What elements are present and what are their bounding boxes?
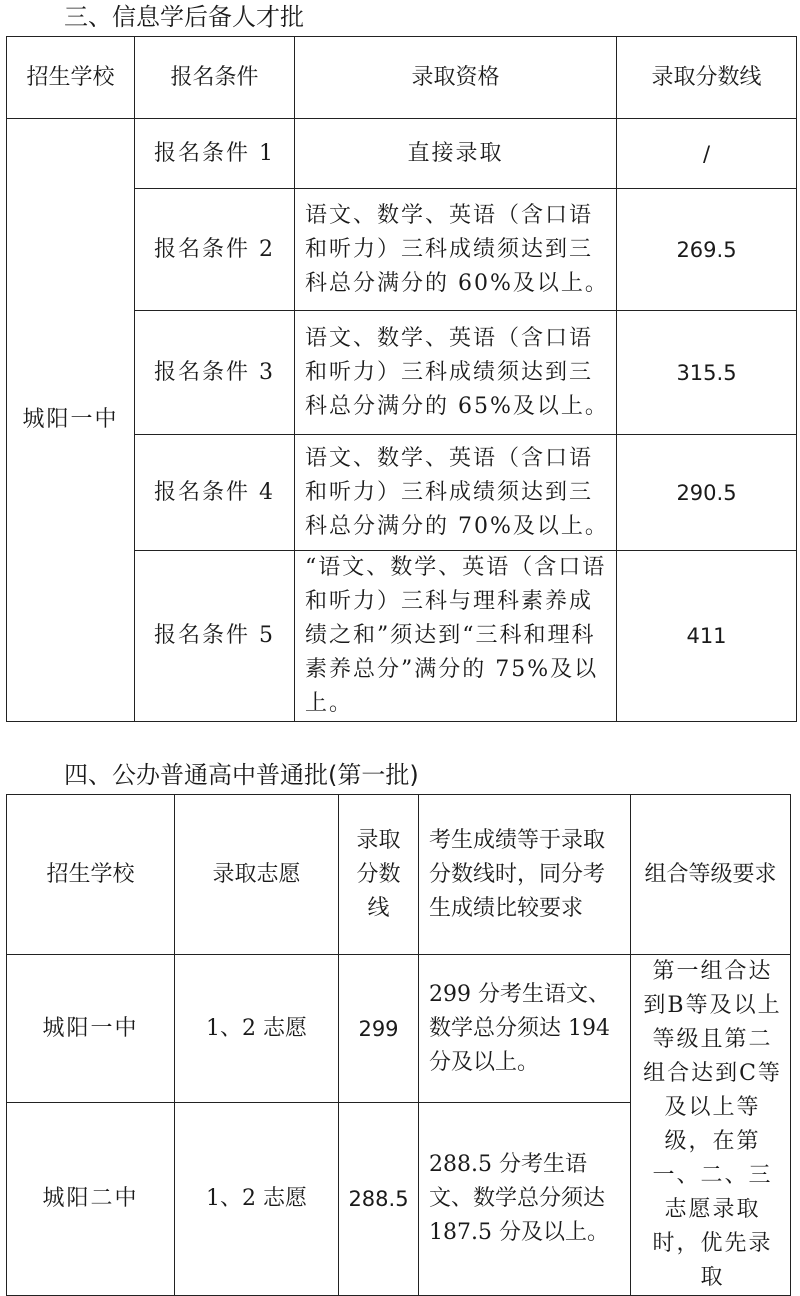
header-tie-rule: 考生成绩等于录取分数线时，同分考生成绩比较要求 [419, 795, 631, 955]
school-cell: 城阳二中 [7, 1103, 175, 1296]
combo-requirement-cell: 第一组合达到B等及以上等级且第二组合达到C等及以上等级，在第一、二、三志愿录取时，优先录取 [631, 955, 791, 1296]
general-batch-table [6, 794, 791, 1296]
header-combo: 组合等级要求 [631, 795, 791, 955]
section-3-title: 三、信息学后备人才批 [64, 3, 304, 31]
section-4-title: 四、公办普通高中普通批(第一批) [64, 761, 419, 789]
table-header-row [7, 795, 791, 955]
qualification-cell: 直接录取 [295, 119, 617, 189]
condition-cell: 报名条件 5 [135, 551, 295, 722]
school-cell: 城阳一中 [7, 119, 135, 722]
talent-batch-table [6, 36, 797, 722]
table-header-row [7, 37, 797, 119]
score-cell: 315.5 [617, 311, 797, 435]
school-cell: 城阳一中 [7, 955, 175, 1103]
qualification-cell: 语文、数学、英语（含口语和听力）三科成绩须达到三科总分满分的 60%及以上。 [295, 189, 617, 311]
header-choice: 录取志愿 [175, 795, 339, 955]
qualification-cell: “语文、数学、英语（含口语和听力）三科与理科素养成绩之和”须达到“三科和理科素养总分”满分的 75%及以上。 [295, 551, 617, 722]
choice-cell: 1、2 志愿 [175, 955, 339, 1103]
score-cell: 299 [339, 955, 419, 1103]
score-cell: 290.5 [617, 435, 797, 551]
table-row [7, 119, 797, 189]
header-score: 录取分数线 [617, 37, 797, 119]
score-cell: / [617, 119, 797, 189]
header-school: 招生学校 [7, 37, 135, 119]
qualification-cell: 语文、数学、英语（含口语和听力）三科成绩须达到三科总分满分的 70%及以上。 [295, 435, 617, 551]
table-row [7, 955, 791, 1103]
score-cell: 269.5 [617, 189, 797, 311]
qualification-cell: 语文、数学、英语（含口语和听力）三科成绩须达到三科总分满分的 65%及以上。 [295, 311, 617, 435]
tie-rule-cell: 288.5 分考生语文、数学总分须达 187.5 分及以上。 [419, 1103, 631, 1296]
header-score: 录取分数线 [339, 795, 419, 955]
tie-rule-cell: 299 分考生语文、数学总分须达 194 分及以上。 [419, 955, 631, 1103]
header-qualification: 录取资格 [295, 37, 617, 119]
condition-cell: 报名条件 1 [135, 119, 295, 189]
condition-cell: 报名条件 3 [135, 311, 295, 435]
choice-cell: 1、2 志愿 [175, 1103, 339, 1296]
header-school: 招生学校 [7, 795, 175, 955]
header-condition: 报名条件 [135, 37, 295, 119]
condition-cell: 报名条件 4 [135, 435, 295, 551]
condition-cell: 报名条件 2 [135, 189, 295, 311]
score-cell: 411 [617, 551, 797, 722]
score-cell: 288.5 [339, 1103, 419, 1296]
